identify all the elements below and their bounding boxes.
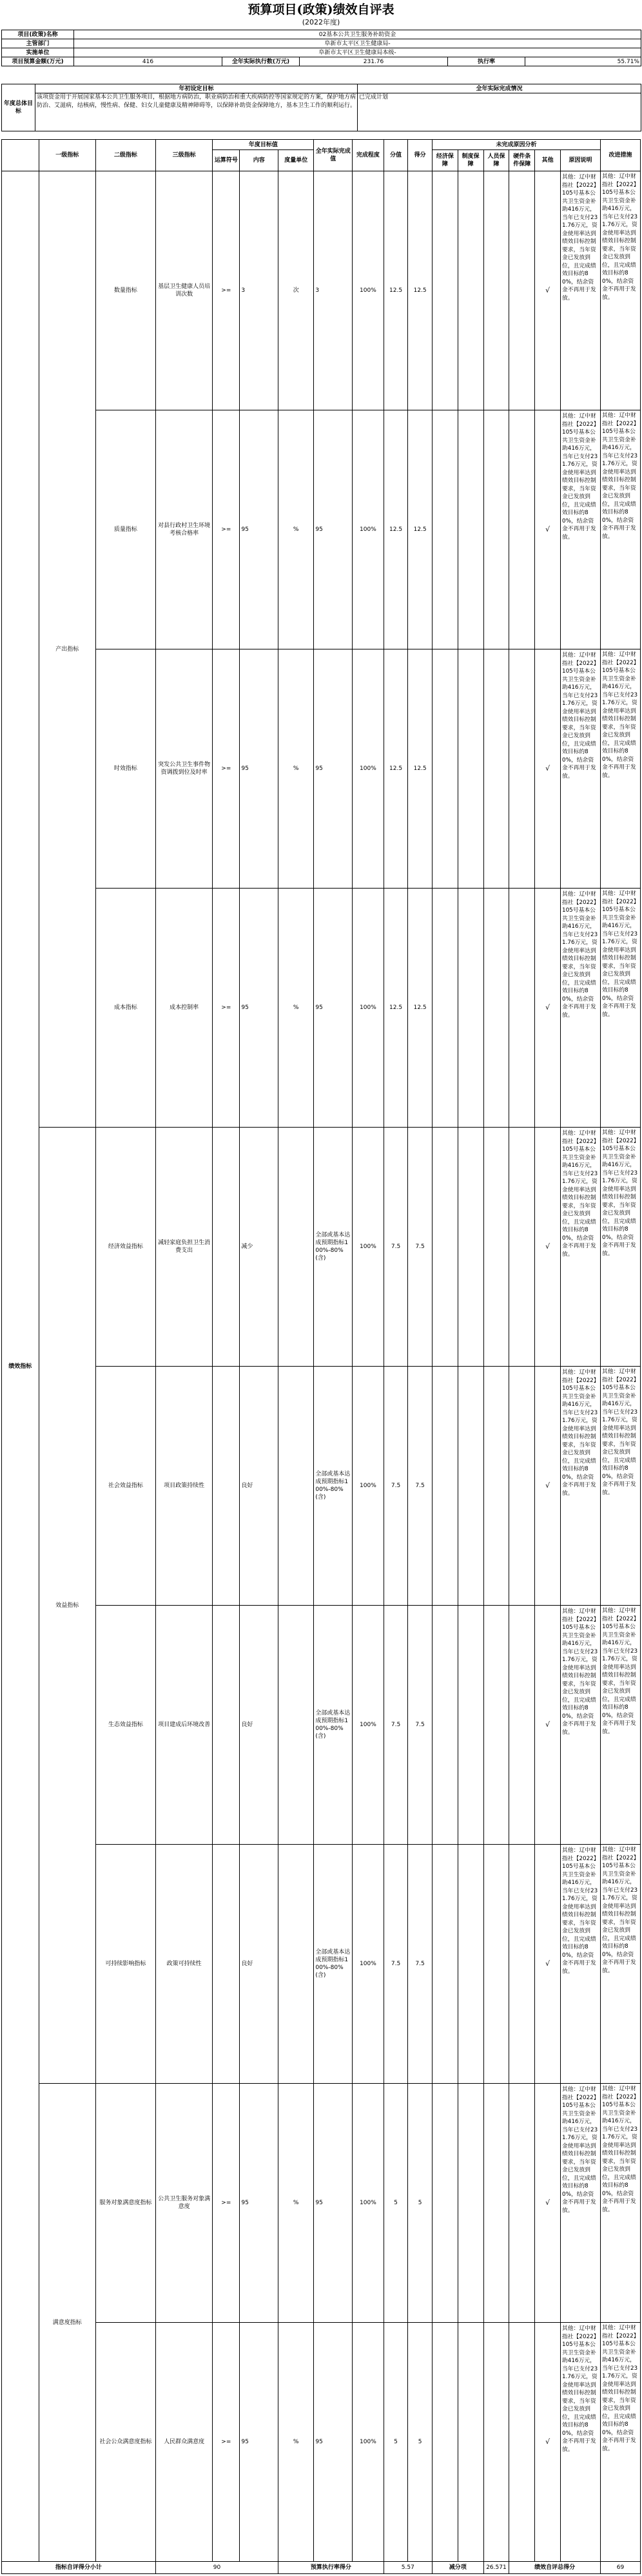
check-mark-icon: √ [535,410,561,649]
score-cell: 7.5 [408,1367,433,1606]
th-improve: 改进措施 [600,140,640,171]
th-op: 运算符号 [213,150,240,171]
improve-cell: 其他：辽中财指社【2022】105号基本公共卫生资金补助416万元，当年已支付231.76万元，资金使用率达到绩效目标控制要求，当年资金已发放到位，且完成绩效目标的80%，结余资金不再用于发放。 [600,410,640,649]
level2-cell: 时效指标 [95,649,155,889]
total-score-value: 69 [600,2562,640,2574]
op-cell [213,1845,240,2084]
th-r-staff: 人员保障 [483,150,509,171]
unit-cell [278,1128,314,1367]
goal-set-label: 年初设定目标 [35,84,358,93]
level3-cell: 人民群众满意度 [155,2323,212,2562]
weight-cell: 7.5 [384,1845,408,2084]
reason-cell [560,410,600,649]
actual-cell: 95 [314,2323,353,2562]
th-target-group: 年度目标值 [213,140,314,150]
unit-cell: % [278,889,314,1128]
impl-label: 实施单位 [2,48,74,57]
score-subtotal-label: 指标自评得分小计 [2,2562,156,2574]
op-cell: >= [213,2323,240,2562]
goal-actual-label: 全年实际完成情况 [358,84,641,93]
reason-text: 其他：辽中财指社【2022】105号基本公共卫生资金补助416万元，当年已支付231.76万元，资金使用率达到绩效目标控制要求，当年资金已发放到位，且完成绩效目标的80%，结余资金不再用于发放。 [561,891,598,1019]
improve-cell: 其他：辽中财指社【2022】105号基本公共卫生资金补助416万元，当年已支付231.76万元，资金使用率达到绩效目标控制要求，当年资金已发放到位，且完成绩效目标的80%，结余资金不再用于发放。 [600,1367,640,1606]
th-content: 内容 [240,150,278,171]
improve-cell: 其他：辽中财指社【2022】105号基本公共卫生资金补助416万元，当年已支付231.76万元，资金使用率达到绩效目标控制要求，当年资金已发放到位，且完成绩效目标的80%，结余资金不再用于发放。 [600,171,640,410]
reason-cell [560,1367,600,1606]
level2-cell: 社会公众满意度指标 [95,2323,155,2562]
improve-cell: 其他：辽中财指社【2022】105号基本公共卫生资金补助416万元，当年已支付231.76万元，资金使用率达到绩效目标控制要求，当年资金已发放到位，且完成绩效目标的80%，结余资金不再用于发放。 [600,889,640,1128]
improve-cell: 其他：辽中财指社【2022】105号基本公共卫生资金补助416万元，当年已支付231.76万元，资金使用率达到绩效目标控制要求，当年资金已发放到位，且完成绩效目标的80%，结余资金不再用于发放。 [600,649,640,889]
check-mark-icon: √ [535,1845,561,2084]
score-cell: 7.5 [408,1606,433,1845]
budget-label: 项目预算金额(万元) [2,57,74,66]
weight-cell: 7.5 [384,1606,408,1845]
page-subtitle: (2022年度) [302,18,340,26]
dept-value: 阜新市太平区卫生健康局- [74,39,641,48]
check-mark-icon: √ [535,1367,561,1606]
reason-text: 其他：辽中财指社【2022】105号基本公共卫生资金补助416万元，当年已支付231.76万元，资金使用率达到绩效目标控制要求，当年资金已发放到位，且完成绩效目标的80%，结余资金不再用于发放。 [561,2086,598,2214]
op-cell: >= [213,171,240,410]
op-cell: >= [213,889,240,1128]
table-row [2,1606,641,1845]
reason-text: 其他：辽中财指社【2022】105号基本公共卫生资金补助416万元，当年已支付231.76万元，资金使用率达到绩效目标控制要求，当年资金已发放到位，且完成绩效目标的80%，结余资金不再用于发放。 [561,652,598,780]
reason-text: 其他：辽中财指社【2022】105号基本公共卫生资金补助416万元，当年已支付231.76万元，资金使用率达到绩效目标控制要求，当年资金已发放到位，且完成绩效目标的80%，结余资金不再用于发放。 [561,1608,598,1736]
score-cell: 5 [408,2323,433,2562]
total-score-label: 绩效自评总得分 [509,2562,601,2574]
content-cell: 良好 [240,1367,278,1606]
check-mark-icon: √ [535,649,561,889]
level3-cell: 项目建成后环境改善 [155,1606,212,1845]
category-output: 产出指标 [39,171,95,1128]
reason-cell [560,1606,600,1845]
actual-cell: 95 [314,649,353,889]
deduct-label: 减分项 [432,2562,483,2574]
improve-cell: 其他：辽中财指社【2022】105号基本公共卫生资金补助416万元，当年已支付231.76万元，资金使用率达到绩效目标控制要求，当年资金已发放到位，且完成绩效目标的80%，结余资金不再用于发放。 [600,1606,640,1845]
check-mark-icon: √ [535,2084,561,2323]
content-cell: 95 [240,889,278,1128]
score-cell: 7.5 [408,1845,433,2084]
check-mark-icon: √ [535,171,561,410]
done-cell: 100% [353,410,384,649]
th-unit: 度量单位 [278,150,314,171]
th-weight: 分值 [384,140,408,171]
th-r-system: 制度保障 [458,150,483,171]
actual-cell: 95 [314,2084,353,2323]
summary-row [2,2562,641,2574]
reason-text: 其他：辽中财指社【2022】105号基本公共卫生资金补助416万元，当年已支付231.76万元，资金使用率达到绩效目标控制要求，当年资金已发放到位，且完成绩效目标的80%，结余资金不再用于发放。 [561,174,598,302]
table-row [2,2084,641,2323]
category-effect: 效益指标 [39,1128,95,2084]
check-mark-icon: √ [535,889,561,1128]
project-info-table [1,30,641,66]
done-cell: 100% [353,1845,384,2084]
check-mark-icon: √ [535,1606,561,1845]
exec-amount-label: 全年实际执行数(万元) [222,57,300,66]
done-cell: 100% [353,1367,384,1606]
exec-rate-value: 55.71% [525,57,641,66]
th-r-expl: 原因说明 [560,150,600,171]
content-cell: 良好 [240,1845,278,2084]
table-row [2,1367,641,1606]
op-cell [213,1128,240,1367]
weight-cell: 5 [384,2084,408,2323]
budget-score-value: 5.57 [384,2562,432,2574]
table-row [2,1845,641,2084]
th-level2: 二级指标 [95,140,155,171]
done-cell: 100% [353,1128,384,1367]
budget-score-label: 预算执行率得分 [278,2562,384,2574]
score-cell: 12.5 [408,410,433,649]
impl-value: 阜新市太平区卫生健康局本级- [74,48,641,57]
page-title: 预算项目(政策)绩效自评表 [248,3,394,17]
reason-cell [560,171,600,410]
unit-cell [278,1845,314,2084]
op-cell [213,1606,240,1845]
table-row [2,171,641,410]
th-level3: 三级指标 [155,140,212,171]
annual-goal-table [1,84,641,131]
actual-cell: 全部或基本达成预期指标100%-80%(含) [314,1128,353,1367]
weight-cell: 7.5 [384,1128,408,1367]
th-r-econ: 经济保障 [432,150,458,171]
level3-cell: 成本控制率 [155,889,212,1128]
reason-cell [560,2084,600,2323]
content-cell: 3 [240,171,278,410]
content-cell: 良好 [240,1606,278,1845]
indicator-table [1,139,641,2574]
reason-cell [560,2323,600,2562]
unit-cell: % [278,410,314,649]
improve-cell: 其他：辽中财指社【2022】105号基本公共卫生资金补助416万元，当年已支付231.76万元，资金使用率达到绩效目标控制要求，当年资金已发放到位，且完成绩效目标的80%，结余资金不再用于发放。 [600,1845,640,2084]
improve-cell: 其他：辽中财指社【2022】105号基本公共卫生资金补助416万元，当年已支付231.76万元，资金使用率达到绩效目标控制要求，当年资金已发放到位，且完成绩效目标的80%，结余资金不再用于发放。 [600,2323,640,2562]
level3-cell: 基层卫生健康人员培训次数 [155,171,212,410]
th-r-hw: 硬件条件保障 [509,150,535,171]
project-name-value: 02基本公共卫生服务补助资金 [74,30,641,39]
th-r-other: 其他 [535,150,561,171]
reason-text: 其他：辽中财指社【2022】105号基本公共卫生资金补助416万元，当年已支付231.76万元，资金使用率达到绩效目标控制要求，当年资金已发放到位，且完成绩效目标的80%，结余资金不再用于发放。 [561,413,598,541]
op-cell: >= [213,2084,240,2323]
score-subtotal-value: 90 [155,2562,278,2574]
reason-cell [560,889,600,1128]
content-cell: 95 [240,410,278,649]
improve-cell: 其他：辽中财指社【2022】105号基本公共卫生资金补助416万元，当年已支付231.76万元，资金使用率达到绩效目标控制要求，当年资金已发放到位，且完成绩效目标的80%，结余资金不再用于发放。 [600,2084,640,2323]
score-cell: 12.5 [408,171,433,410]
th-reason-group: 未完成原因分析 [432,140,600,150]
th-actual: 全年实际完成值 [314,140,353,171]
th-score: 得分 [408,140,433,171]
level2-cell: 成本指标 [95,889,155,1128]
done-cell: 100% [353,2084,384,2323]
improve-cell: 其他：辽中财指社【2022】105号基本公共卫生资金补助416万元，当年已支付231.76万元，资金使用率达到绩效目标控制要求，当年资金已发放到位，且完成绩效目标的80%，结余资金不再用于发放。 [600,1128,640,1367]
table-row [2,1128,641,1367]
reason-cell [560,649,600,889]
goal-row-label: 年度总体目标 [2,84,35,131]
exec-amount-value: 231.76 [300,57,448,66]
category-perf: 绩效指标 [2,171,39,2562]
level2-cell: 生态效益指标 [95,1606,155,1845]
level2-cell: 经济效益指标 [95,1128,155,1367]
level2-cell: 可持续影响指标 [95,1845,155,2084]
actual-cell: 3 [314,171,353,410]
unit-cell [278,1367,314,1606]
actual-cell: 全部或基本达成预期指标100%-80%(含) [314,1606,353,1845]
reason-text: 其他：辽中财指社【2022】105号基本公共卫生资金补助416万元，当年已支付231.76万元，资金使用率达到绩效目标控制要求，当年资金已发放到位，且完成绩效目标的80%，结余资金不再用于发放。 [561,2325,598,2453]
done-cell: 100% [353,889,384,1128]
content-cell: 减少 [240,1128,278,1367]
level3-cell: 政策可持续性 [155,1845,212,2084]
content-cell: 95 [240,2323,278,2562]
done-cell: 100% [353,171,384,410]
level3-cell: 减轻家庭负担卫生消费支出 [155,1128,212,1367]
unit-cell: % [278,2323,314,2562]
reason-cell [560,1845,600,2084]
unit-cell: % [278,2084,314,2323]
actual-cell: 95 [314,410,353,649]
category-satisfaction: 满意度指标 [39,2084,95,2562]
dept-label: 主管部门 [2,39,74,48]
level2-cell: 服务对象满意度指标 [95,2084,155,2323]
actual-cell: 全部或基本达成预期指标100%-80%(含) [314,1367,353,1606]
reason-text: 其他：辽中财指社【2022】105号基本公共卫生资金补助416万元，当年已支付231.76万元，资金使用率达到绩效目标控制要求，当年资金已发放到位，且完成绩效目标的80%，结余资金不再用于发放。 [561,1847,598,1975]
table-row [2,889,641,1128]
weight-cell: 12.5 [384,171,408,410]
th-done: 完成程度 [353,140,384,171]
actual-cell: 全部或基本达成预期指标100%-80%(含) [314,1845,353,2084]
score-cell: 7.5 [408,1128,433,1367]
table-row [2,649,641,889]
check-mark-icon: √ [535,1128,561,1367]
op-cell: >= [213,649,240,889]
th-level1: 一级指标 [39,140,95,171]
done-cell: 100% [353,649,384,889]
level3-cell: 公共卫生服务对象满意度 [155,2084,212,2323]
reason-text: 其他：辽中财指社【2022】105号基本公共卫生资金补助416万元，当年已支付231.76万元，资金使用率达到绩效目标控制要求，当年资金已发放到位，且完成绩效目标的80%，结余资金不再用于发放。 [561,1130,598,1258]
level3-cell: 对县行政村卫生环境考核合格率 [155,410,212,649]
level2-cell: 数量指标 [95,171,155,410]
unit-cell: 次 [278,171,314,410]
table-row [2,2323,641,2562]
table-row [2,410,641,649]
weight-cell: 12.5 [384,889,408,1128]
level3-cell: 突发公共卫生事件物资调拨到位及时率 [155,649,212,889]
deduct-value: 26.571 [483,2562,509,2574]
weight-cell: 5 [384,2323,408,2562]
weight-cell: 12.5 [384,649,408,889]
reason-text: 其他：辽中财指社【2022】105号基本公共卫生资金补助416万元，当年已支付231.76万元，资金使用率达到绩效目标控制要求，当年资金已发放到位，且完成绩效目标的80%，结余资金不再用于发放。 [561,1369,598,1497]
content-cell: 95 [240,2084,278,2323]
goal-set-text: 该项资金用于开展国家基本公共卫生服务项目，根据地方病防治，职业病防治和重大疾病防控等国家规定的方案，保护地方病防治、艾滋病，结核病，慢性病、保健、妇女儿童健康及精神障碍等，以保障补助资金保障地方，基本卫生工作的顺利运行。 [35,93,358,131]
check-mark-icon: √ [535,2323,561,2562]
unit-cell: % [278,649,314,889]
unit-cell [278,1606,314,1845]
goal-actual-text: 已完成计划 [358,93,641,131]
project-name-label: 项目(政策)名称 [2,30,74,39]
op-cell: >= [213,410,240,649]
actual-cell: 95 [314,889,353,1128]
budget-value: 416 [74,57,222,66]
reason-cell [560,1128,600,1367]
done-cell: 100% [353,1606,384,1845]
op-cell [213,1367,240,1606]
exec-rate-label: 执行率 [448,57,525,66]
score-cell: 12.5 [408,889,433,1128]
score-cell: 5 [408,2084,433,2323]
score-cell: 12.5 [408,649,433,889]
level2-cell: 质量指标 [95,410,155,649]
weight-cell: 12.5 [384,410,408,649]
done-cell: 100% [353,2323,384,2562]
weight-cell: 7.5 [384,1367,408,1606]
content-cell: 95 [240,649,278,889]
level3-cell: 项目政策持续性 [155,1367,212,1606]
level2-cell: 社会效益指标 [95,1367,155,1606]
